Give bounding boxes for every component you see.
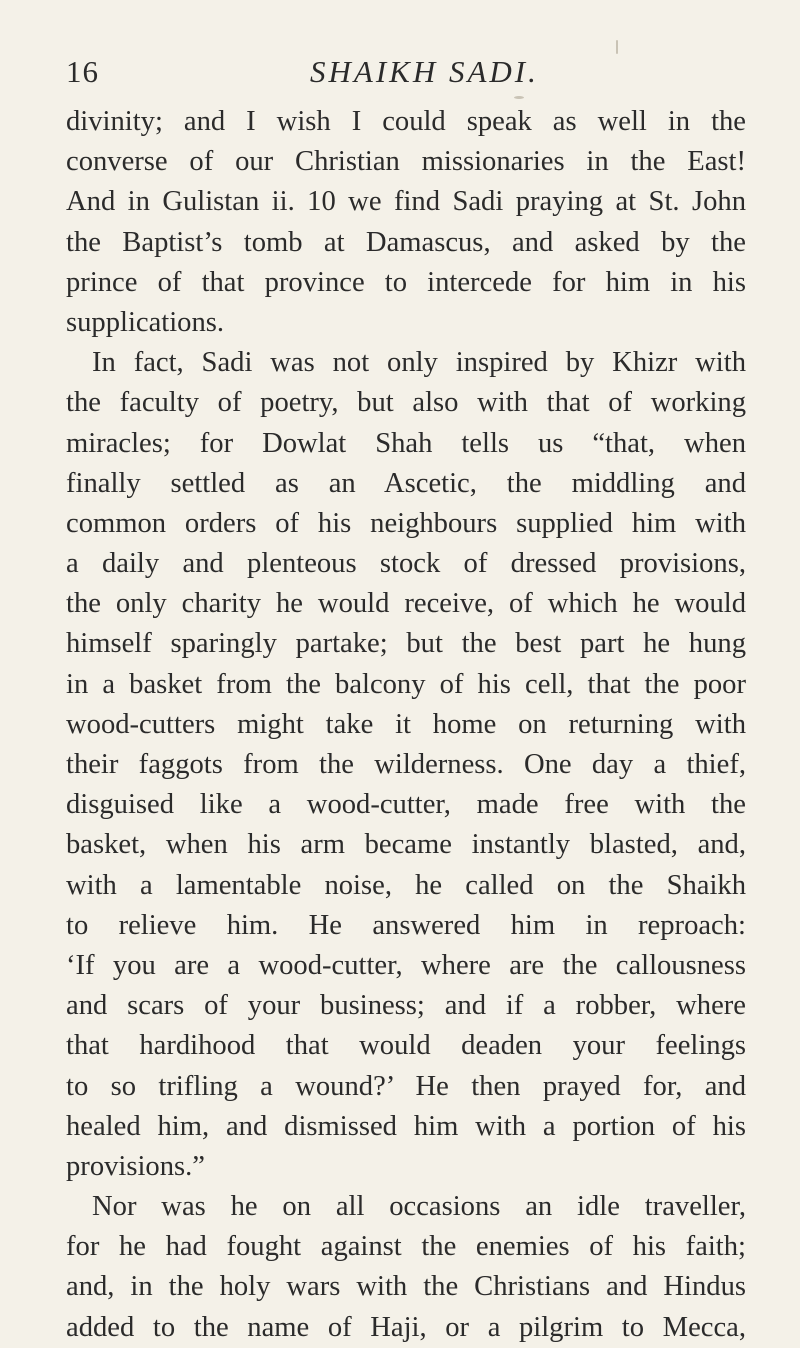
- text-line: in a basket from the balcony of his cell, that the poor: [66, 668, 746, 700]
- text-line: In fact, Sadi was not only inspired by Khizr with: [92, 347, 746, 379]
- text-line: provisions.”: [66, 1150, 205, 1182]
- text-line: converse of our Christian missionaries in the East!: [66, 146, 746, 178]
- text-line: and scars of your business; and if a robber, where: [66, 990, 746, 1022]
- text-line: And in Gulistan ii. 10 we find Sadi praying at St. John: [66, 186, 746, 218]
- text-line: disguised like a wood-cutter, made free with the: [66, 789, 746, 821]
- running-title: SHAIKH SADI.: [310, 54, 539, 89]
- running-head: [66, 52, 746, 96]
- text-line: Nor was he on all occasions an idle traveller,: [92, 1191, 746, 1223]
- text-line: that hardihood that would deaden your feelings: [66, 1030, 746, 1062]
- text-line: prince of that province to intercede for him in his: [66, 266, 746, 298]
- text-line: to so trifling a wound?’ He then prayed for, and: [66, 1070, 746, 1102]
- paper-speck: [514, 96, 524, 99]
- text-line: supplications.: [66, 306, 225, 338]
- text-line: added to the name of Haji, or a pilgrim to Mecca,: [66, 1311, 746, 1343]
- body-text: [66, 102, 746, 1348]
- text-line: for he had fought against the enemies of his faith;: [66, 1231, 746, 1263]
- text-line: to relieve him. He answered him in reproach:: [66, 909, 746, 941]
- text-line: a daily and plenteous stock of dressed provisions,: [66, 548, 746, 580]
- text-line: the faculty of poetry, but also with that of working: [66, 387, 746, 419]
- text-line: divinity; and I wish I could speak as well in the: [66, 106, 746, 137]
- text-line: finally settled as an Ascetic, the middling and: [66, 467, 746, 499]
- text-line: common orders of his neighbours supplied him with: [66, 507, 746, 539]
- text-line: with a lamentable noise, he called on the Shaikh: [66, 869, 746, 901]
- page-number: 16: [66, 54, 99, 89]
- text-line: and, in the holy wars with the Christians and Hindus: [66, 1271, 746, 1303]
- text-line: their faggots from the wilderness. One day a thief,: [66, 749, 746, 780]
- text-line: ‘If you are a wood-cutter, where are the callousness: [66, 949, 746, 981]
- paper-speck: [616, 40, 618, 54]
- text-line: healed him, and dismissed him with a portion of his: [66, 1110, 746, 1142]
- text-line: the only charity he would receive, of which he would: [66, 588, 746, 620]
- text-line: the Baptist’s tomb at Damascus, and asked by the: [66, 226, 746, 258]
- text-line: wood-cutters might take it home on returning with: [66, 708, 746, 740]
- text-line: himself sparingly partake; but the best part he hung: [66, 628, 746, 660]
- text-line: basket, when his arm became instantly blasted, and,: [66, 829, 746, 861]
- text-line: miracles; for Dowlat Shah tells us “that, when: [66, 427, 746, 459]
